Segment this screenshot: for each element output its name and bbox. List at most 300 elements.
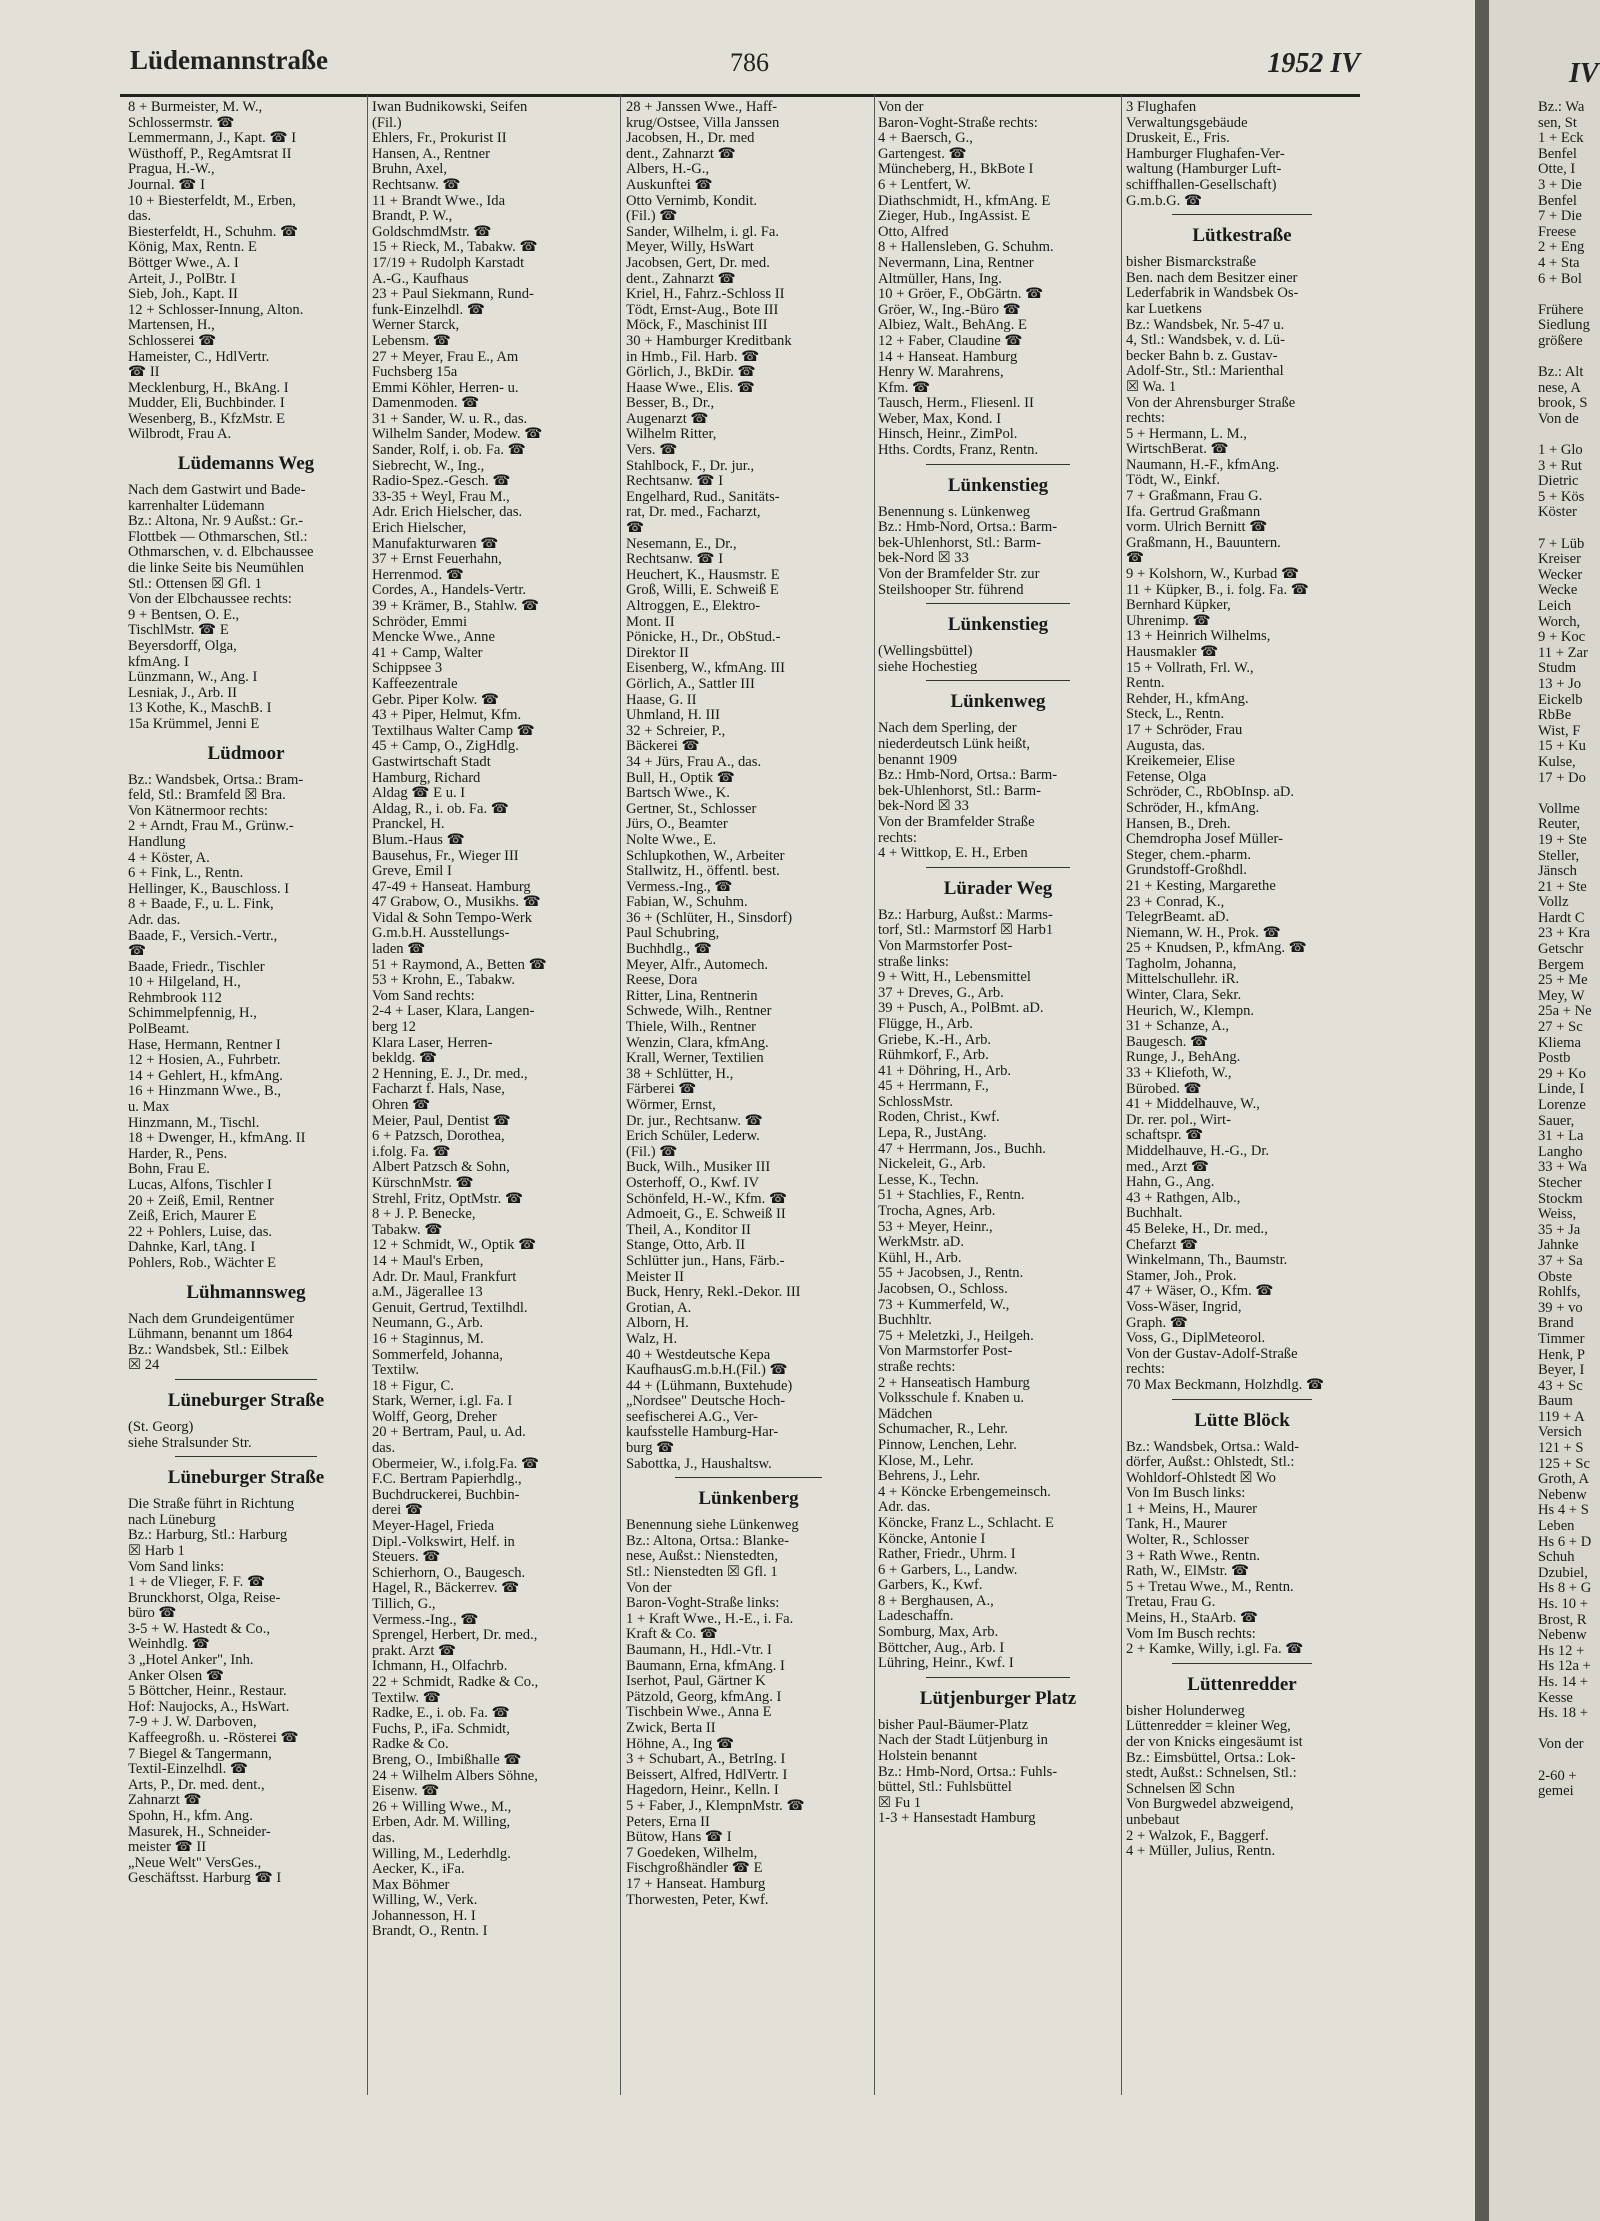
directory-entry: Masurek, H., Schneider- bbox=[128, 1823, 271, 1840]
right-page-entry: Kliema bbox=[1538, 1034, 1581, 1051]
directory-entry: 38 + Schlütter, H., bbox=[626, 1065, 734, 1082]
directory-entry: KaufhausG.m.b.H.(Fil.) ☎ bbox=[626, 1362, 788, 1379]
directory-entry: Von Burgwedel abzweigend, bbox=[1126, 1796, 1294, 1813]
directory-entry: Lühmann, benannt um 1864 bbox=[128, 1326, 293, 1343]
directory-entry: Werner Starck, bbox=[372, 317, 460, 334]
directory-entry: karrenhalter Lüdemann bbox=[128, 497, 265, 514]
directory-entry: 22 + Schmidt, Radke & Co., bbox=[372, 1673, 539, 1690]
directory-entry: ☒ Wa. 1 bbox=[1126, 378, 1177, 395]
directory-entry: Steuers. ☎ bbox=[372, 1549, 441, 1566]
directory-entry: Bruhn, Axel, bbox=[372, 161, 447, 178]
directory-entry: Gebr. Piper Kolw. ☎ bbox=[372, 691, 500, 708]
directory-entry: 33-35 + Weyl, Frau M., bbox=[372, 488, 510, 505]
directory-entry: KürschnMstr. ☎ bbox=[372, 1174, 474, 1191]
directory-entry: Anker Olsen ☎ bbox=[128, 1667, 224, 1684]
directory-entry: unbebaut bbox=[1126, 1811, 1180, 1828]
directory-entry: Direktor II bbox=[626, 644, 689, 661]
directory-entry: 2-4 + Laser, Klara, Langen- bbox=[372, 1003, 535, 1020]
directory-entry: Theil, A., Konditor II bbox=[626, 1221, 751, 1238]
directory-entry: nese, Außst.: Nienstedten, bbox=[626, 1548, 778, 1565]
right-page-entry: Timmer bbox=[1538, 1330, 1585, 1347]
directory-entry: Vers. ☎ bbox=[626, 442, 678, 459]
directory-entry: 10 + Hilgeland, H., bbox=[128, 974, 241, 991]
directory-entry: Köncke, Franz L., Schlacht. E bbox=[878, 1514, 1054, 1531]
directory-entry: Aldag, R., i. ob. Fa. ☎ bbox=[372, 800, 509, 817]
directory-entry: 23 + Paul Siekmann, Rund- bbox=[372, 286, 534, 303]
directory-entry: 11 + Brandt Wwe., Ida bbox=[372, 192, 506, 209]
directory-entry: Stl.: Nienstedten ☒ Gfl. 1 bbox=[626, 1564, 778, 1581]
directory-entry: Grotian, A. bbox=[626, 1299, 692, 1316]
directory-entry: Meins, H., StaArb. ☎ bbox=[1126, 1610, 1259, 1627]
directory-entry: Schlosserei ☎ bbox=[128, 332, 217, 349]
right-page-entry: 27 + Sc bbox=[1538, 1019, 1583, 1036]
right-page-entry: 25a + Ne bbox=[1538, 1003, 1592, 1020]
directory-entry: Pranckel, H. bbox=[372, 816, 445, 833]
directory-entry: Zieger, Hub., IngAssist. E bbox=[878, 208, 1031, 225]
directory-entry: Alborn, H. bbox=[626, 1315, 689, 1332]
street-heading: Lürader Weg bbox=[943, 877, 1053, 899]
directory-entry: 20 + Zeiß, Emil, Rentner bbox=[128, 1192, 275, 1209]
directory-entry: Fabian, W., Schuhm. bbox=[626, 894, 748, 911]
section-divider bbox=[1172, 1663, 1311, 1664]
right-page-entry: Kreiser bbox=[1538, 551, 1581, 568]
right-page-entry: Brost, R bbox=[1538, 1611, 1587, 1628]
directory-entry: Geschäftsst. Harburg ☎ I bbox=[128, 1870, 282, 1887]
right-page-entry: Leich bbox=[1538, 598, 1572, 614]
directory-entry: 3 + Rath Wwe., Rentn. bbox=[1126, 1547, 1261, 1564]
directory-entry: 26 + Willing Wwe., M., bbox=[372, 1798, 512, 1815]
directory-entry: Fuchs, P., iFa. Schmidt, bbox=[372, 1720, 510, 1737]
directory-entry: TischlMstr. ☎ E bbox=[128, 622, 229, 639]
directory-entry: Kraft & Co. ☎ bbox=[626, 1626, 718, 1643]
directory-entry: Bernhard Küpker, bbox=[1126, 597, 1231, 614]
right-page-entry: 119 + A bbox=[1538, 1408, 1585, 1425]
directory-entry: Jacobsen, O., Schloss. bbox=[878, 1281, 1008, 1297]
directory-entry: WirtschBerat. ☎ bbox=[1126, 441, 1229, 458]
directory-entry: 13 Kothe, K., MaschB. I bbox=[128, 700, 272, 717]
directory-entry: Adr. Dr. Maul, Frankfurt bbox=[372, 1268, 517, 1285]
section-divider bbox=[926, 1677, 1070, 1678]
directory-entry: Stallwitz, H., öffentl. best. bbox=[626, 863, 780, 880]
directory-entry: benannt 1909 bbox=[878, 751, 958, 768]
directory-entry: 5 Böttcher, Heinr., Restaur. bbox=[128, 1683, 287, 1700]
right-page-entry: Reuter, bbox=[1538, 816, 1580, 833]
directory-entry: Bz.: Harburg, Stl.: Harburg bbox=[128, 1527, 288, 1544]
right-page-entry: Hs 12 + bbox=[1538, 1642, 1585, 1659]
directory-entry: Nolte Wwe., E. bbox=[626, 831, 717, 848]
directory-entry: Meyer, Alfr., Automech. bbox=[626, 956, 769, 973]
directory-entry: 37 + Ernst Feuerhahn, bbox=[372, 551, 502, 568]
directory-entry: Engelhard, Rud., Sanitäts- bbox=[626, 488, 780, 505]
directory-entry: Jacobsen, H., Dr. med bbox=[626, 130, 755, 147]
directory-entry: Köncke, Antonie I bbox=[878, 1530, 986, 1547]
directory-entry: Adr. das. bbox=[128, 911, 181, 928]
directory-entry: Von Kätnermoor rechts: bbox=[128, 802, 268, 819]
right-page-entry: nese, A bbox=[1538, 379, 1581, 396]
directory-entry: Zwick, Berta II bbox=[626, 1719, 716, 1736]
directory-entry: Höhne, A., Ing ☎ bbox=[626, 1735, 735, 1752]
right-page-edge bbox=[1489, 0, 1600, 2221]
right-page-entry: Benfel bbox=[1538, 145, 1577, 162]
directory-entry: Cordes, A., Handels-Vertr. bbox=[372, 582, 527, 599]
directory-entry: Schröder, Emmi bbox=[372, 613, 468, 630]
directory-entry: Rechtsanw. ☎ I bbox=[626, 473, 724, 490]
directory-entry: 55 + Jacobsen, J., Rentn. bbox=[878, 1265, 1024, 1282]
directory-entry: (Fil.) ☎ bbox=[626, 1143, 678, 1160]
directory-entry: Stark, Werner, i.gl. Fa. I bbox=[372, 1393, 513, 1410]
directory-entry: 47 + Wäser, O., Kfm. ☎ bbox=[1126, 1283, 1274, 1300]
directory-entry: Möck, F., Maschinist III bbox=[626, 317, 768, 334]
directory-entry: 39 + Pusch, A., PolBmt. aD. bbox=[878, 1000, 1044, 1017]
right-page-entry: Kulse, bbox=[1538, 753, 1576, 770]
directory-entry: Griebe, K.-H., Arb. bbox=[878, 1031, 992, 1048]
directory-entry: 10 + Gröer, F., ObGärtn. ☎ bbox=[878, 286, 1044, 303]
book-gutter bbox=[1475, 0, 1489, 2221]
directory-entry: 3-5 + W. Hastedt & Co., bbox=[128, 1620, 271, 1637]
directory-entry: becker Bahn b. z. Gustav- bbox=[1126, 347, 1278, 364]
section-divider bbox=[926, 464, 1070, 465]
directory-entry: 6 + Patzsch, Dorothea, bbox=[372, 1128, 505, 1145]
directory-entry: 3 Flughafen bbox=[1126, 100, 1197, 115]
directory-entry: torf, Stl.: Marmstorf ☒ Harb1 bbox=[878, 922, 1054, 939]
directory-entry: 13 + Heinrich Wilhelms, bbox=[1126, 628, 1271, 645]
directory-entry: WerkMstr. aD. bbox=[878, 1234, 964, 1251]
section-divider bbox=[675, 1477, 822, 1478]
directory-entry: Facharzt f. Hals, Nase, bbox=[372, 1081, 505, 1098]
directory-entry: Chemdropha Josef Müller- bbox=[1126, 831, 1283, 848]
directory-entry: Beyersdorff, Olga, bbox=[128, 638, 237, 654]
directory-entry: Schwede, Wilh., Rentner bbox=[626, 1003, 772, 1020]
right-page-entry: Nebenw bbox=[1538, 1627, 1587, 1644]
directory-entry: Von der Elbchaussee rechts: bbox=[128, 591, 292, 608]
directory-entry: Schlossermstr. ☎ bbox=[128, 114, 235, 131]
directory-entry: Kriel, H., Fahrz.-Schloss II bbox=[626, 286, 785, 303]
directory-entry: Bz.: Wandsbek, Ortsa.: Bram- bbox=[128, 771, 304, 788]
directory-entry: 39 + Krämer, B., Stahlw. ☎ bbox=[372, 598, 540, 614]
right-page-entry: Hs 6 + D bbox=[1538, 1533, 1592, 1550]
directory-entry: Flottbek — Othmarschen, Stl.: bbox=[128, 528, 308, 545]
directory-entry: F.C. Bertram Papierhdlg., bbox=[372, 1471, 522, 1488]
directory-entry: bisher Holunderweg bbox=[1126, 1702, 1245, 1719]
directory-entry: feld, Stl.: Bramfeld ☒ Bra. bbox=[128, 787, 286, 804]
directory-entry: (Fil.) ☎ bbox=[626, 208, 678, 225]
directory-entry: Bäckerei ☎ bbox=[626, 738, 700, 755]
directory-entry: 3 + Schubart, A., BetrIng. I bbox=[626, 1751, 786, 1768]
right-page-entry: Dietric bbox=[1538, 473, 1579, 490]
directory-entry: vorm. Ulrich Bernitt ☎ bbox=[1126, 519, 1268, 536]
directory-entry: 41 + Camp, Walter bbox=[372, 644, 483, 661]
directory-entry: Dr. jur., Rechtsanw. ☎ bbox=[626, 1112, 763, 1129]
right-page-entry: Henk, P bbox=[1538, 1346, 1586, 1363]
directory-entry: Schnelsen ☒ Schn bbox=[1126, 1780, 1235, 1797]
directory-entry: Benennung siehe Lünkenweg bbox=[626, 1517, 799, 1534]
right-page-entry: Rohlfs, bbox=[1538, 1284, 1581, 1301]
right-page-entry: Vollz bbox=[1538, 894, 1569, 911]
right-page-entry bbox=[1538, 427, 1592, 443]
directory-entry: Hausmakler ☎ bbox=[1126, 644, 1219, 660]
directory-entry: Meyer, Willy, HsWart bbox=[626, 239, 754, 256]
directory-entry: 47 Grabow, O., Musikhs. ☎ bbox=[372, 894, 541, 911]
right-page-entry: Obste bbox=[1538, 1268, 1573, 1285]
right-page-entry: Kesse bbox=[1538, 1689, 1573, 1706]
directory-entry: Tödt, Ernst-Aug., Bote III bbox=[626, 301, 779, 318]
right-page-entry: Wist, F bbox=[1538, 722, 1581, 739]
right-page-entry bbox=[1538, 521, 1592, 537]
column-rule bbox=[1121, 95, 1122, 2095]
right-page-entry: RbBe bbox=[1538, 707, 1572, 724]
directory-entry: 10 + Biesterfeldt, M., Erben, bbox=[128, 192, 296, 209]
directory-entry: Erich Hielscher, bbox=[372, 520, 467, 537]
right-page-entry: Beyer, I bbox=[1538, 1362, 1585, 1379]
directory-entry: Henry W. Marahrens, bbox=[878, 364, 1004, 381]
directory-entry: Brunckhorst, Olga, Reise- bbox=[128, 1589, 281, 1606]
directory-entry: Niemann, W. H., Prok. ☎ bbox=[1126, 924, 1281, 941]
directory-entry: Adr. Erich Hielscher, das. bbox=[372, 504, 523, 521]
directory-entry: 9 + Kolshorn, W., Kurbad ☎ bbox=[1126, 566, 1300, 583]
right-page-entry: Postb bbox=[1538, 1050, 1571, 1067]
directory-entry: SchlossMstr. bbox=[878, 1093, 954, 1110]
directory-entry: stedt, Außst.: Schnelsen, Stl.: bbox=[1126, 1765, 1297, 1782]
right-page-entry: Worch, bbox=[1538, 613, 1581, 630]
directory-entry: 7-9 + J. W. Darboven, bbox=[128, 1714, 257, 1731]
right-page-entry: Hs. 18 + bbox=[1538, 1705, 1588, 1722]
directory-entry: ☎ bbox=[1126, 550, 1145, 567]
right-page-entry: größere bbox=[1538, 332, 1583, 349]
directory-entry: GoldschmdMstr. ☎ bbox=[372, 223, 492, 240]
directory-entry: (Wellingsbüttel) bbox=[878, 643, 973, 660]
directory-entry: Weber, Max, Kond. I bbox=[878, 410, 1002, 427]
directory-entry: siehe Stralsunder Str. bbox=[128, 1434, 252, 1451]
directory-entry: Pohlers, Rob., Wächter E bbox=[128, 1254, 277, 1271]
directory-entry: Nickeleit, G., Arb. bbox=[878, 1156, 986, 1173]
directory-entry: 12 + Hosien, A., Fuhrbetr. bbox=[128, 1052, 281, 1069]
right-page-entry: Hardt C bbox=[1538, 909, 1585, 926]
right-page-entry: Weiss, bbox=[1538, 1206, 1577, 1223]
directory-entry: meister ☎ II bbox=[128, 1839, 207, 1856]
right-page-entry: Jänsch bbox=[1538, 863, 1577, 880]
directory-entry: Biesterfeldt, H., Schuhm. ☎ bbox=[128, 223, 299, 240]
right-page-entry: Freese bbox=[1538, 223, 1577, 240]
directory-entry: dent., Zahnarzt ☎ bbox=[626, 145, 736, 162]
directory-entry: Eisenw. ☎ bbox=[372, 1783, 440, 1800]
directory-entry: 23 + Conrad, K., bbox=[1126, 893, 1225, 910]
directory-entry: Färberei ☎ bbox=[626, 1081, 697, 1098]
directory-entry: 16 + Staginnus, M. bbox=[372, 1330, 484, 1347]
directory-entry: Kaffeezentrale bbox=[372, 675, 458, 692]
directory-entry: Mudder, Eli, Buchbinder. I bbox=[128, 395, 285, 412]
directory-entry: schiffhallen-Gesellschaft) bbox=[1126, 176, 1277, 193]
directory-entry: 51 + Stachlies, F., Rentn. bbox=[878, 1187, 1025, 1204]
directory-entry: Lesniak, J., Arb. II bbox=[128, 684, 238, 701]
right-page-entry bbox=[1538, 1722, 1592, 1738]
directory-entry: Rechtsanw. ☎ bbox=[372, 176, 461, 193]
directory-entry: 28 + Janssen Wwe., Haff- bbox=[626, 100, 778, 115]
directory-entry: Die Straße führt in Richtung bbox=[128, 1496, 295, 1513]
directory-entry: niederdeutsch Lünk heißt, bbox=[878, 736, 1030, 752]
directory-entry: Diathschmidt, H., kfmAng. E bbox=[878, 192, 1051, 209]
directory-entry: Ritter, Lina, Rentnerin bbox=[626, 987, 758, 1004]
directory-entry: 12 + Schmidt, W., Optik ☎ bbox=[372, 1237, 537, 1254]
right-page-entry bbox=[1538, 786, 1592, 802]
section-divider bbox=[175, 1379, 317, 1380]
directory-entry: Arts, P., Dr. med. dent., bbox=[128, 1776, 265, 1793]
directory-entry: 75 + Meletzki, J., Heilgeh. bbox=[878, 1327, 1034, 1344]
right-page-entry: Sauer, bbox=[1538, 1112, 1575, 1129]
directory-entry: 8 + Berghausen, A., bbox=[878, 1592, 994, 1609]
street-heading: Lüneburger Straße bbox=[167, 1467, 325, 1489]
right-page-entry: Hs. 10 + bbox=[1538, 1596, 1588, 1612]
section-divider bbox=[926, 680, 1070, 681]
right-page-entry: 2 + Eng bbox=[1538, 239, 1585, 256]
section-divider bbox=[926, 603, 1070, 604]
right-page-entry: 33 + Wa bbox=[1538, 1159, 1587, 1176]
directory-entry: A.-G., Kaufhaus bbox=[372, 270, 469, 287]
directory-entry: Sabottka, J., Haushaltsw. bbox=[626, 1455, 772, 1472]
directory-entry: Willing, W., Verk. bbox=[372, 1892, 478, 1909]
right-page-entry: Jahnke bbox=[1538, 1237, 1579, 1254]
directory-entry: 18 + Dwenger, H., kfmAng. II bbox=[128, 1130, 306, 1147]
directory-entry: Nach dem Gastwirt und Bade- bbox=[128, 482, 306, 499]
directory-entry: Thiele, Wilh., Rentner bbox=[626, 1019, 757, 1036]
directory-entry: Wilbrodt, Frau A. bbox=[128, 426, 232, 443]
directory-entry: 32 + Schreier, P., bbox=[626, 722, 726, 739]
directory-entry: 33 + Kliefoth, W., bbox=[1126, 1065, 1232, 1082]
directory-entry: 8 + Burmeister, M. W., bbox=[128, 100, 263, 115]
directory-entry: Ben. nach dem Besitzer einer bbox=[1126, 269, 1298, 286]
directory-entry: Tank, H., Maurer bbox=[1126, 1516, 1227, 1533]
directory-entry: dent., Zahnarzt ☎ bbox=[626, 270, 736, 287]
directory-entry: a.M., Jägerallee 13 bbox=[372, 1284, 483, 1301]
directory-entry: 7 Goedeken, Wilhelm, bbox=[626, 1844, 758, 1861]
directory-entry: Johannesson, H. I bbox=[372, 1907, 476, 1924]
right-page-entry: brook, S bbox=[1538, 395, 1588, 412]
directory-entry: 31 + Sander, W. u. R., das. bbox=[372, 410, 528, 427]
street-heading: Lünkenstieg bbox=[947, 614, 1049, 636]
street-heading: Lüdemanns Weg bbox=[177, 453, 315, 475]
directory-entry: 21 + Kesting, Margarethe bbox=[1126, 877, 1276, 894]
directory-entry: funk-Einzelhdl. ☎ bbox=[372, 301, 486, 318]
directory-entry: Pätzold, Georg, kfmAng. I bbox=[626, 1688, 782, 1705]
directory-entry: Hase, Hermann, Rentner I bbox=[128, 1036, 281, 1053]
directory-entry: Schlütter jun., Hans, Färb.- bbox=[626, 1252, 785, 1269]
directory-entry: 30 + Hamburger Kreditbank bbox=[626, 332, 792, 349]
directory-entry: Kaffeegroßh. u. -Rösterei ☎ bbox=[128, 1730, 299, 1747]
directory-entry: 44 + (Lühmann, Buxtehude) bbox=[626, 1377, 793, 1394]
directory-entry: Dipl.-Volkswirt, Helf. in bbox=[372, 1533, 515, 1550]
directory-entry: Buchdruckerei, Buchbin- bbox=[372, 1486, 520, 1503]
directory-entry: Nach der Stadt Lütjenburg in bbox=[878, 1732, 1048, 1749]
directory-entry: Peters, Erna II bbox=[626, 1813, 710, 1830]
directory-entry: Vom Sand links: bbox=[128, 1558, 225, 1575]
directory-entry: Winkelmann, Th., Baumstr. bbox=[1126, 1252, 1288, 1269]
right-page-entry: Nebenw bbox=[1538, 1486, 1587, 1503]
directory-entry: Journal. ☎ I bbox=[128, 176, 205, 193]
directory-entry: Bz.: Eimsbüttel, Ortsa.: Lok- bbox=[1126, 1749, 1296, 1766]
directory-entry: Gertner, St., Schlosser bbox=[626, 800, 757, 817]
directory-entry: Wolter, R., Schlosser bbox=[1126, 1532, 1249, 1549]
directory-entry: Breng, O., Imbißhalle ☎ bbox=[372, 1751, 522, 1768]
directory-entry: Hansen, B., Dreh. bbox=[1126, 815, 1231, 832]
directory-entry: Textil-Einzelhdl. ☎ bbox=[128, 1761, 249, 1778]
directory-entry: 53 + Krohn, E., Tabakw. bbox=[372, 972, 515, 989]
right-page-entry: 7 + Die bbox=[1538, 208, 1582, 225]
directory-entry: 17/19 + Rudolph Karstadt bbox=[372, 254, 525, 271]
directory-entry: Trocha, Agnes, Arb. bbox=[878, 1203, 996, 1220]
right-page-entry: Mey, W bbox=[1538, 987, 1585, 1004]
directory-entry: Hameister, C., HdlVertr. bbox=[128, 348, 270, 365]
directory-entry: Schröder, C., RbObInsp. aD. bbox=[1126, 784, 1295, 801]
right-page-entry: 43 + Sc bbox=[1538, 1377, 1583, 1394]
directory-entry: 5 + Tretau Wwe., M., Rentn. bbox=[1126, 1578, 1294, 1595]
directory-entry: 17 + Schröder, Frau bbox=[1126, 721, 1243, 738]
directory-entry: Benennung s. Lünkenweg bbox=[878, 503, 1030, 520]
right-page-entry: Leben bbox=[1538, 1518, 1575, 1535]
right-page-entry: Hs 8 + G bbox=[1538, 1580, 1592, 1597]
directory-entry: Buchhalt. bbox=[1126, 1205, 1183, 1222]
directory-entry: burg ☎ bbox=[626, 1440, 675, 1457]
directory-entry: Uhrenimp. ☎ bbox=[1126, 612, 1211, 629]
directory-entry: Von Marmstorfer Post- bbox=[878, 1343, 1013, 1360]
directory-entry: nach Lüneburg bbox=[128, 1511, 216, 1528]
directory-entry: Nach dem Sperling, der bbox=[878, 720, 1017, 737]
directory-entry: 8 + J. P. Benecke, bbox=[372, 1206, 476, 1223]
year: 1952 bbox=[1267, 48, 1324, 79]
directory-entry: derei ☎ bbox=[372, 1502, 423, 1519]
directory-entry: 5 + Hermann, L. M., bbox=[1126, 425, 1247, 442]
directory-entry: straße links: bbox=[878, 953, 949, 970]
directory-entry: Groß, Willi, E. Schweiß E bbox=[626, 582, 779, 599]
directory-entry: Brandt, P. W., bbox=[372, 208, 453, 225]
directory-entry: Altroggen, E., Elektro- bbox=[626, 598, 761, 614]
directory-entry: Klose, M., Lehr. bbox=[878, 1452, 974, 1469]
directory-entry: Grundstoff-Großhdl. bbox=[1126, 862, 1247, 879]
directory-entry: 14 + Hanseat. Hamburg bbox=[878, 348, 1018, 365]
directory-entry: Schumacher, R., Lehr. bbox=[878, 1421, 1008, 1438]
right-page-entry: 15 + Ku bbox=[1538, 738, 1586, 755]
directory-entry: Lemmermann, J., Kapt. ☎ I bbox=[128, 130, 297, 147]
directory-entry: Mont. II bbox=[626, 613, 675, 630]
directory-entry: Pragua, H.-W., bbox=[128, 161, 215, 178]
right-page-entry: Groth, A bbox=[1538, 1471, 1590, 1488]
directory-entry: Somburg, Max, Arb. bbox=[878, 1624, 999, 1641]
directory-entry: Chefarzt ☎ bbox=[1126, 1236, 1199, 1253]
directory-entry: Hahn, G., Ang. bbox=[1126, 1174, 1215, 1191]
directory-entry: Ohren ☎ bbox=[372, 1097, 431, 1113]
header-rule bbox=[120, 94, 1360, 97]
right-page-entry bbox=[1538, 350, 1592, 366]
directory-entry: Sander, Wilhelm, i. gl. Fa. bbox=[626, 223, 779, 240]
right-page-column bbox=[1538, 100, 1592, 1800]
directory-entry: Schönfeld, H.-W., Kfm. ☎ bbox=[626, 1190, 788, 1207]
directory-entry: ☎ bbox=[626, 520, 645, 537]
right-page-entry: Steller, bbox=[1538, 847, 1580, 864]
directory-entry: die linke Seite bis Neumühlen bbox=[128, 560, 304, 577]
directory-entry: 18 + Figur, C. bbox=[372, 1377, 454, 1394]
directory-entry: Gröer, W., Ing.-Büro ☎ bbox=[878, 301, 1021, 318]
directory-entry: Wilhelm Ritter, bbox=[626, 426, 717, 443]
directory-entry: rechts: bbox=[1126, 410, 1165, 427]
directory-entry: Von Im Busch links: bbox=[1126, 1485, 1246, 1502]
directory-entry: 17 + Hanseat. Hamburg bbox=[626, 1875, 766, 1892]
directory-entry: Auskunftei ☎ bbox=[626, 176, 713, 193]
directory-entry: ☎ bbox=[128, 943, 147, 960]
directory-entry: laden ☎ bbox=[372, 941, 426, 958]
directory-entry: Martensen, H., bbox=[128, 317, 215, 334]
directory-entry: Voss-Wäser, Ingrid, bbox=[1126, 1298, 1242, 1315]
directory-entry: Rath, W., ElMstr. ☎ bbox=[1126, 1563, 1250, 1580]
directory-entry: (Fil.) bbox=[372, 114, 402, 131]
directory-entry: Schierhorn, O., Baugesch. bbox=[372, 1564, 526, 1581]
